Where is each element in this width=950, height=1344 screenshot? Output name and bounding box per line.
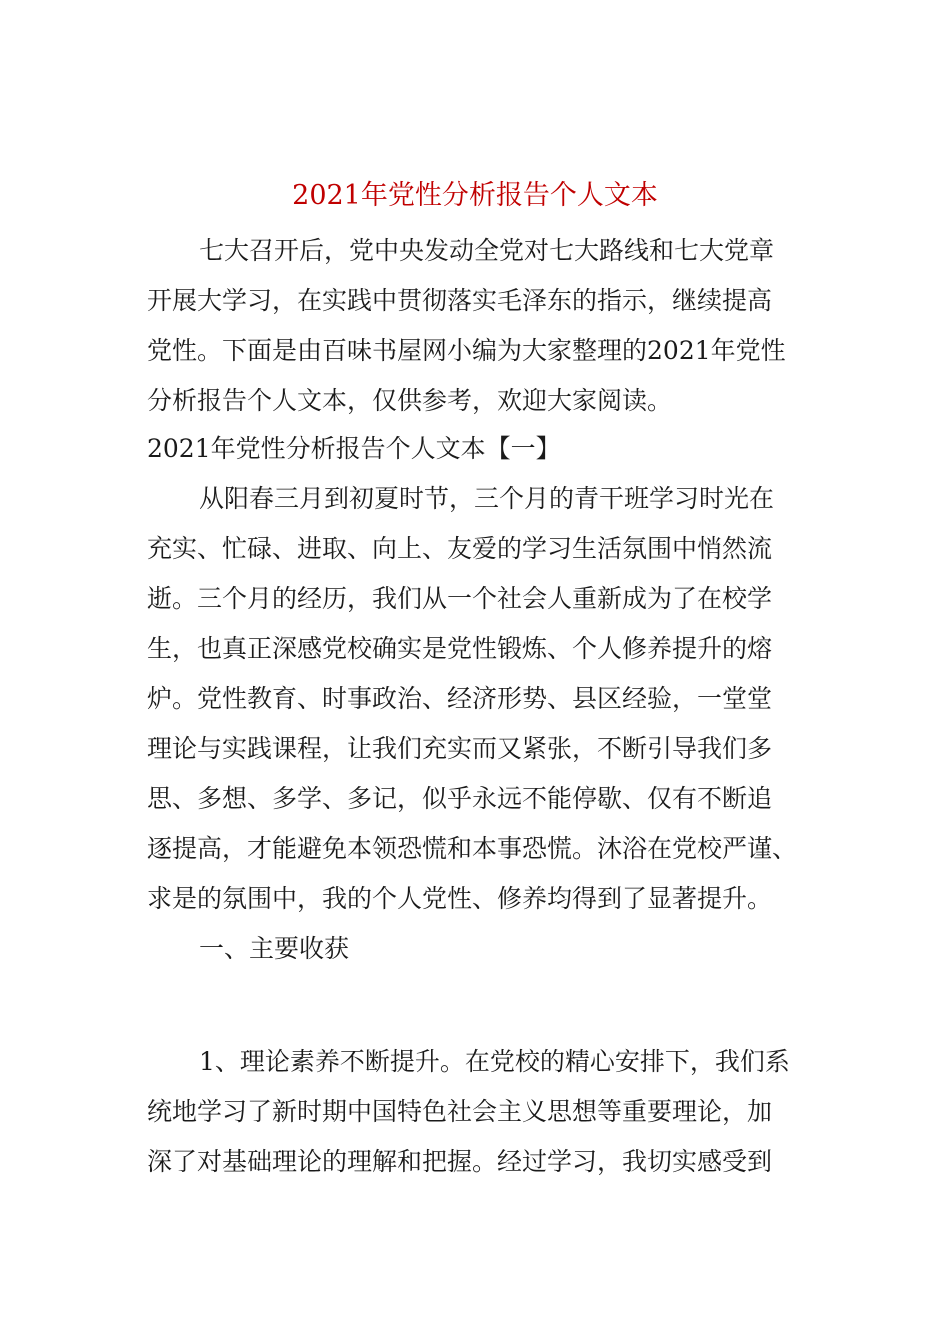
- section-heading: 2021年党性分析报告个人文本【一】: [147, 434, 561, 463]
- paragraph-line: 开展大学习，在实践中贯彻落实毛泽东的指示，继续提高: [147, 286, 773, 315]
- paragraph-line: 深了对基础理论的理解和把握。经过学习，我切实感受到: [147, 1147, 773, 1176]
- subsection-heading: 一、主要收获: [199, 934, 350, 963]
- paragraph-line: 生，也真正深感党校确实是党性锻炼、个人修养提升的熔: [147, 634, 773, 663]
- paragraph-line: 理论与实践课程，让我们充实而又紧张，不断引导我们多: [147, 734, 773, 763]
- paragraph-line: 思、多想、多学、多记，似乎永远不能停歇、仅有不断追: [147, 784, 773, 813]
- paragraph-line: 逝。三个月的经历，我们从一个社会人重新成为了在校学: [147, 584, 773, 613]
- paragraph-line: 炉。党性教育、时事政治、经济形势、县区经验，一堂堂: [147, 684, 773, 713]
- paragraph-line: 党性。下面是由百味书屋网小编为大家整理的2021年党性: [147, 336, 786, 365]
- paragraph-line: 从阳春三月到初夏时节，三个月的青干班学习时光在: [199, 484, 775, 513]
- paragraph-line: 分析报告个人文本，仅供参考，欢迎大家阅读。: [147, 386, 673, 415]
- paragraph-line: 逐提高，才能避免本领恐慌和本事恐慌。沐浴在党校严谨、: [147, 834, 798, 863]
- paragraph-line: 七大召开后，党中央发动全党对七大路线和七大党章: [199, 236, 775, 265]
- paragraph-line: 统地学习了新时期中国特色社会主义思想等重要理论，加: [147, 1097, 773, 1126]
- document-title: 2021年党性分析报告个人文本: [292, 180, 658, 211]
- paragraph-line: 1、理论素养不断提升。在党校的精心安排下，我们系: [199, 1047, 790, 1076]
- paragraph-line: 求是的氛围中，我的个人党性、修养均得到了显著提升。: [147, 884, 773, 913]
- paragraph-line: 充实、忙碌、进取、向上、友爱的学习生活氛围中悄然流: [147, 534, 773, 563]
